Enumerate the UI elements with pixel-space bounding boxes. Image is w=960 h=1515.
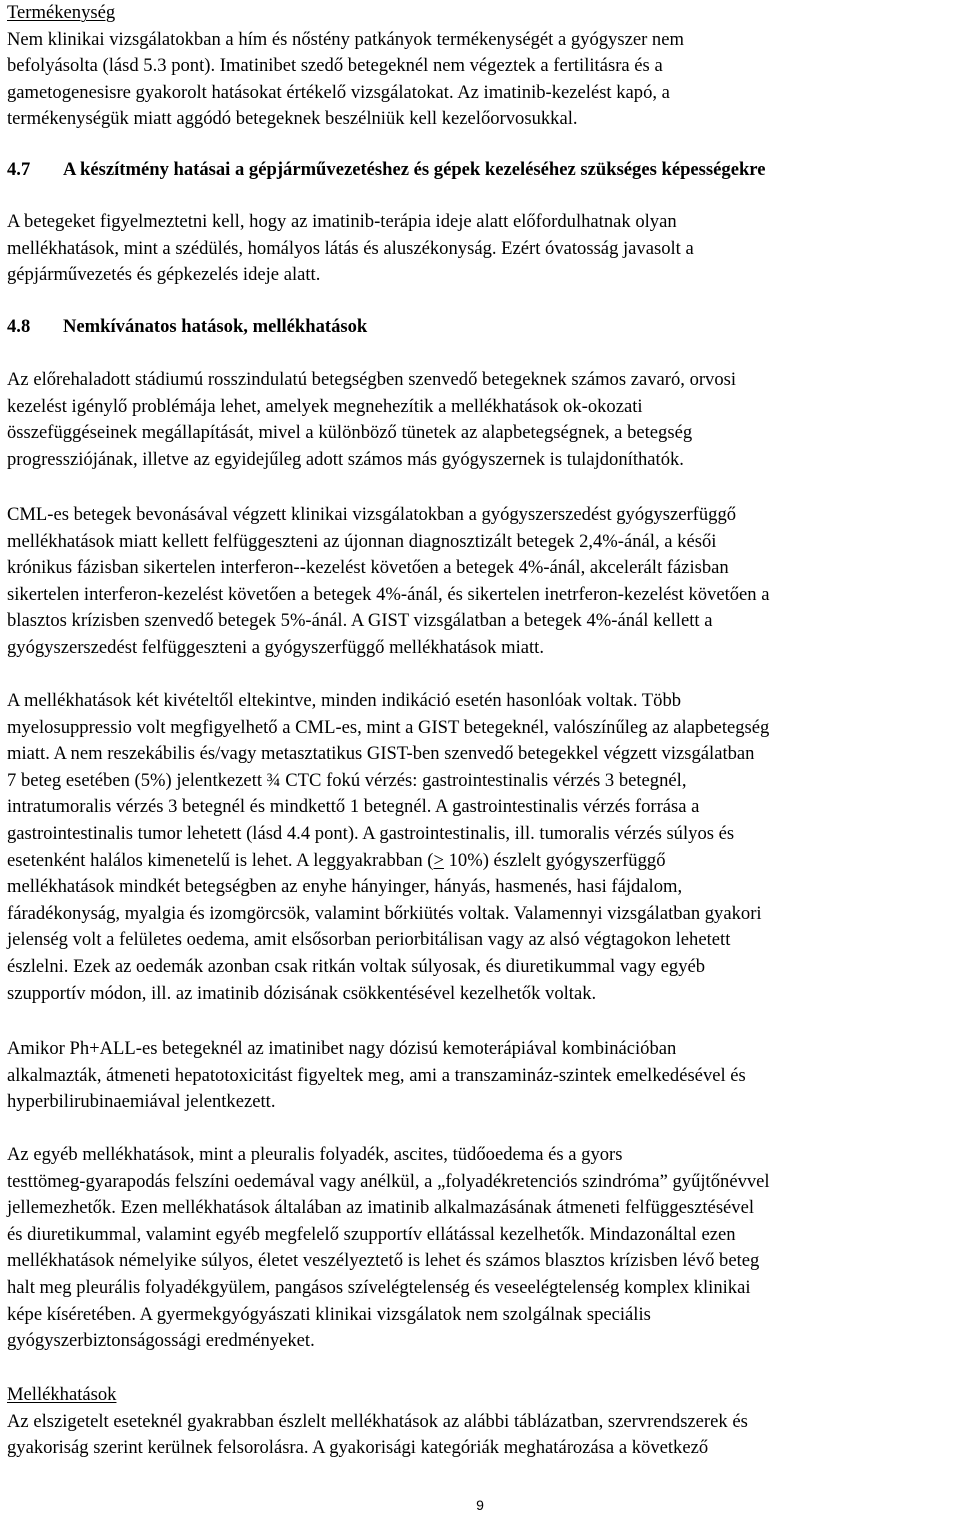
paragraph-line: fáradékonyság, myalgia és izomgörcsök, valamint bőrkiütés voltak. Valamennyi vizsgálatban gyakori [7, 902, 762, 924]
paragraph-line: összefüggéseinek megállapítását, mivel a különböző tünetek az alapbetegségnek, a betegség [7, 422, 693, 444]
section-4-8-paragraph-5 [7, 1142, 955, 1355]
greater-equal-symbol: > [433, 849, 444, 871]
paragraph-line: mellékhatások, mint a szédülés, homályos látás és aluszékonyság. Ezért óvatosság javasolt a [7, 237, 694, 259]
paragraph-line: myelosuppressio volt megfigyelhető a CML-es, mint a GIST betegeknél, valószínűleg az alapbetegség [7, 716, 770, 738]
paragraph-line: gastrointestinalis tumor lehetett (lásd 4.4 pont). A gastrointestinalis, ill. tumoralis vérzés súlyos és [7, 822, 735, 844]
paragraph-line: Az elszigetelt eseteknél gyakrabban észlelt mellékhatások az alábbi táblázatban, szervrendszerek és [7, 1410, 748, 1432]
paragraph-line: gépjárművezetés és gépkezelés ideje alatt. [7, 264, 321, 286]
paragraph-line: kezelést igénylő problémája lehet, amelyek megnehezítik a mellékhatások ok-okozati [7, 395, 643, 417]
paragraph-line: A betegeket figyelmeztetni kell, hogy az imatinib-terápia ideje alatt előfordulhatnak olyan [7, 211, 677, 232]
section-4-8-paragraph-1 [7, 367, 955, 473]
page-number: 9 [476, 1497, 484, 1513]
paragraph-line: és diuretikummal, valamint egyéb megfelelő szupportív ellátással kezelhetők. Mindazonáltal ezen [7, 1223, 736, 1245]
fertility-heading: Termékenység [7, 2, 116, 23]
line-prefix: esetenként halálos kimenetelű is lehet. A leggyakrabban ( [7, 849, 434, 871]
paragraph-line: alkalmazták, átmeneti hepatotoxicitást figyeltek meg, ami a transzamináz-szintek emelkedésével és [7, 1064, 746, 1086]
paragraph-line: hyperbilirubinaemiával jelentkezett. [7, 1091, 276, 1113]
section-4-8 [7, 314, 955, 341]
paragraph-line: mellékhatások mindkét betegségben az enyhe hányinger, hányás, hasmenés, hasi fájdalom, [7, 876, 683, 898]
line-suffix: 10%) észlelt gyógyszerfüggő [443, 849, 666, 871]
section-4-8-heading [7, 314, 955, 341]
fertility-section [7, 0, 955, 133]
paragraph-line: szupportív módon, ill. az imatinib dózisának csökkentésével kezelhetők voltak. [7, 982, 597, 1004]
fertility-line: befolyásolta (lásd 5.3 pont). Imatinibet szedő betegeknél nem végeztek a fertilitásra és a [7, 55, 663, 77]
paragraph-line: blasztos krízisben szenvedő betegek 5%-ánál. A GIST vizsgálatban a betegek 4%-ánál kellett a [7, 610, 713, 632]
paragraph-line: jelenség volt a felületes oedema, amit elsősorban periorbitálisan vagy az alsó végtagokon lehetett [7, 929, 731, 951]
paragraph-line: A mellékhatások két kivételtől eltekintve, minden indikáció esetén hasonlóak voltak. Több [7, 690, 682, 711]
paragraph-line: észlelni. Ezek az oedemák azonban csak ritkán voltak súlyosak, és diuretikummal vagy egyéb [7, 955, 706, 977]
section-title: Nemkívánatos hatások, mellékhatások [63, 316, 368, 337]
paragraph-line [7, 848, 955, 875]
paragraph-line: intratumoralis vérzés 3 betegnél és mindkettő 1 betegnél. A gastrointestinalis vérzés forrása a [7, 796, 700, 818]
section-number: 4.7 [7, 159, 31, 180]
section-4-7-paragraph [7, 209, 955, 289]
paragraph-line: progressziójának, illetve az egyidejűleg adott számos más gyógyszernek is tulajdoníthatók. [7, 448, 684, 470]
paragraph-line: sikertelen interferon-kezelést követően a betegek 4%-ánál, és sikertelen inetrferon-kezelést követően a [7, 583, 770, 605]
paragraph-line: mellékhatások némelyike súlyos, életet veszélyeztető is lehet és számos blasztos krízisben lévő beteg [7, 1250, 760, 1272]
paragraph-line: krónikus fázisban sikertelen interferon--kezelést követően a betegek 4%-ánál, akcelerált fázisban [7, 557, 729, 579]
paragraph-line: gyógyszerbiztonságossági eredményeket. [7, 1330, 315, 1352]
section-4-8-paragraph-4 [7, 1036, 955, 1116]
paragraph-line: mellékhatások miatt kellett felfüggeszteni az újonnan diagnosztizált betegek 2,4%-ánál, a késői [7, 530, 717, 552]
fertility-line: termékenységük miatt aggódó betegeknek beszélniük kell kezelőorvosukkal. [7, 108, 578, 130]
fertility-line: Nem klinikai vizsgálatokban a hím és nőstény patkányok termékenységét a gyógyszer nem [7, 28, 684, 50]
paragraph-line: halt meg pleurális folyadékgyülem, pangásos szívelégtelenség és veseelégtelenség komplex klinikai [7, 1276, 751, 1298]
paragraph-line: gyógyszerszedést felfüggeszteni a gyógyszerfüggő mellékhatások miatt. [7, 636, 544, 658]
section-4-8-paragraph-3 [7, 688, 955, 1007]
section-number: 4.8 [7, 316, 31, 337]
side-effects-heading: Mellékhatások [7, 1384, 117, 1405]
paragraph-line: jellemezhetők. Ezen mellékhatások általában az imatinib alkalmazásának átmeneti felfüggesztésével [7, 1197, 755, 1219]
fertility-line: gametogenesisre gyakorolt hatásokat értékelő vizsgálatokat. Az imatinib-kezelést kapó, a [7, 81, 670, 103]
paragraph-line: gyakoriság szerint kerülnek felsorolásra. A gyakorisági kategóriák meghatározása a következő [7, 1437, 709, 1459]
paragraph-line: CML-es betegek bevonásával végzett klinikai vizsgálatokban a gyógyszerszedést gyógyszerfüggő [7, 504, 737, 525]
section-4-7-heading [7, 157, 955, 184]
section-4-8-paragraph-2 [7, 502, 955, 662]
paragraph-line: testtömeg-gyarapodás felszíni oedemával vagy anélkül, a „folyadékretenciós szindróma” gyűjtőnévvel [7, 1170, 770, 1192]
side-effects-section [7, 1382, 955, 1462]
section-title: A készítmény hatásai a gépjárművezetéshez és gépek kezeléséhez szükséges képességekre [63, 159, 766, 180]
paragraph-line: Az előrehaladott stádiumú rosszindulatú betegségben szenvedő betegeknek számos zavaró, orvosi [7, 369, 737, 390]
paragraph-line: képe kíséretében. A gyermekgyógyászati klinikai vizsgálatok nem szolgálnak speciális [7, 1303, 651, 1325]
paragraph-line: Amikor Ph+ALL-es betegeknél az imatinibet nagy dózisú kemoterápiával kombinációban [7, 1038, 677, 1059]
section-4-7 [7, 157, 955, 184]
paragraph-line: Az egyéb mellékhatások, mint a pleuralis folyadék, ascites, tüdőoedema és a gyors [7, 1144, 623, 1165]
paragraph-line: miatt. A nem reszekábilis és/vagy metasztatikus GIST-ben szenvedő betegekkel végzett vizsgálatban [7, 743, 755, 765]
paragraph-line: 7 beteg esetében (5%) jelentkezett ¾ CTC fokú vérzés: gastrointestinalis vérzés 3 betegnél, [7, 769, 687, 791]
